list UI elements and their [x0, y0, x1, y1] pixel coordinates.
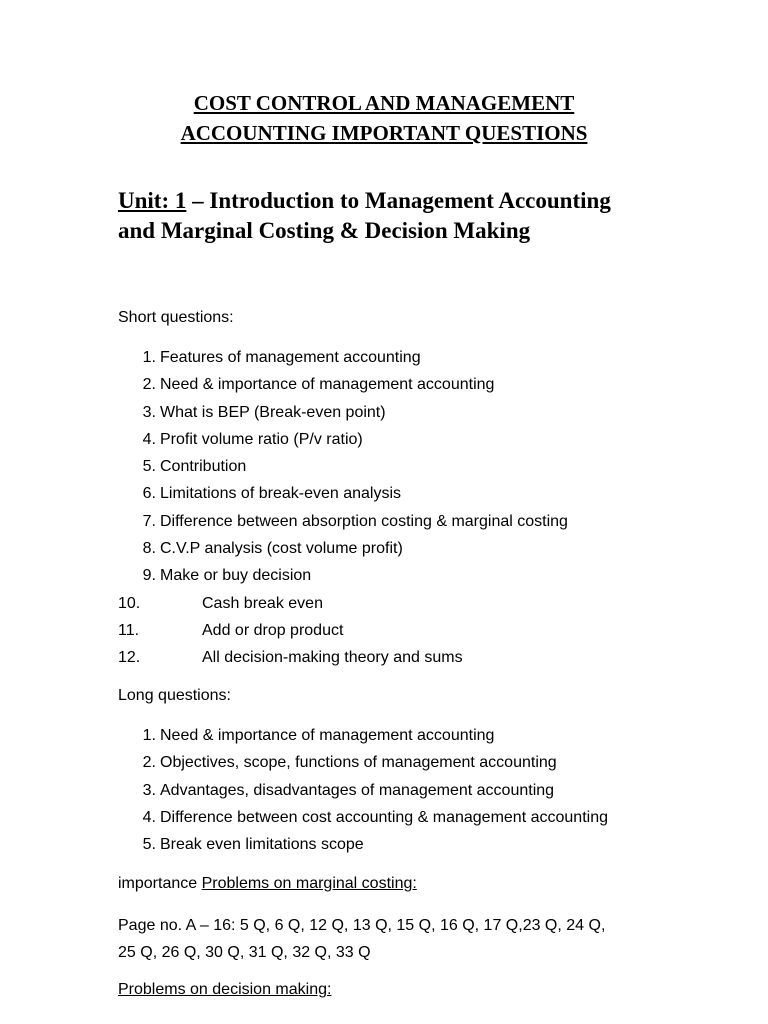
page-references-line-2: 25 Q, 26 Q, 30 Q, 31 Q, 32 Q, 33 Q: [118, 944, 371, 961]
page-references: [118, 912, 678, 966]
decision-making-heading: Problems on decision making:: [118, 981, 332, 998]
long-questions-heading: Long questions:: [118, 687, 231, 704]
page-references-line-1: Page no. A – 16: 5 Q, 6 Q, 12 Q, 13 Q, 15 Q, 16 Q, 17 Q,23 Q, 24 Q,: [118, 917, 606, 934]
title-line-1: COST CONTROL AND MANAGEMENT: [193, 91, 575, 115]
unit-label: Unit: 1: [118, 188, 187, 213]
unit-heading: [118, 186, 638, 246]
unit-title: – Introduction to Management Accounting and Marginal Costing & Decision Making: [118, 188, 611, 243]
short-questions-heading: Short questions:: [118, 309, 234, 326]
marginal-costing-line: [118, 874, 417, 894]
document-title: [118, 88, 650, 148]
marginal-costing-heading: Problems on marginal costing:: [201, 875, 417, 892]
title-line-2: ACCOUNTING IMPORTANT QUESTIONS: [180, 121, 588, 145]
marginal-prefix: importance: [118, 875, 202, 892]
